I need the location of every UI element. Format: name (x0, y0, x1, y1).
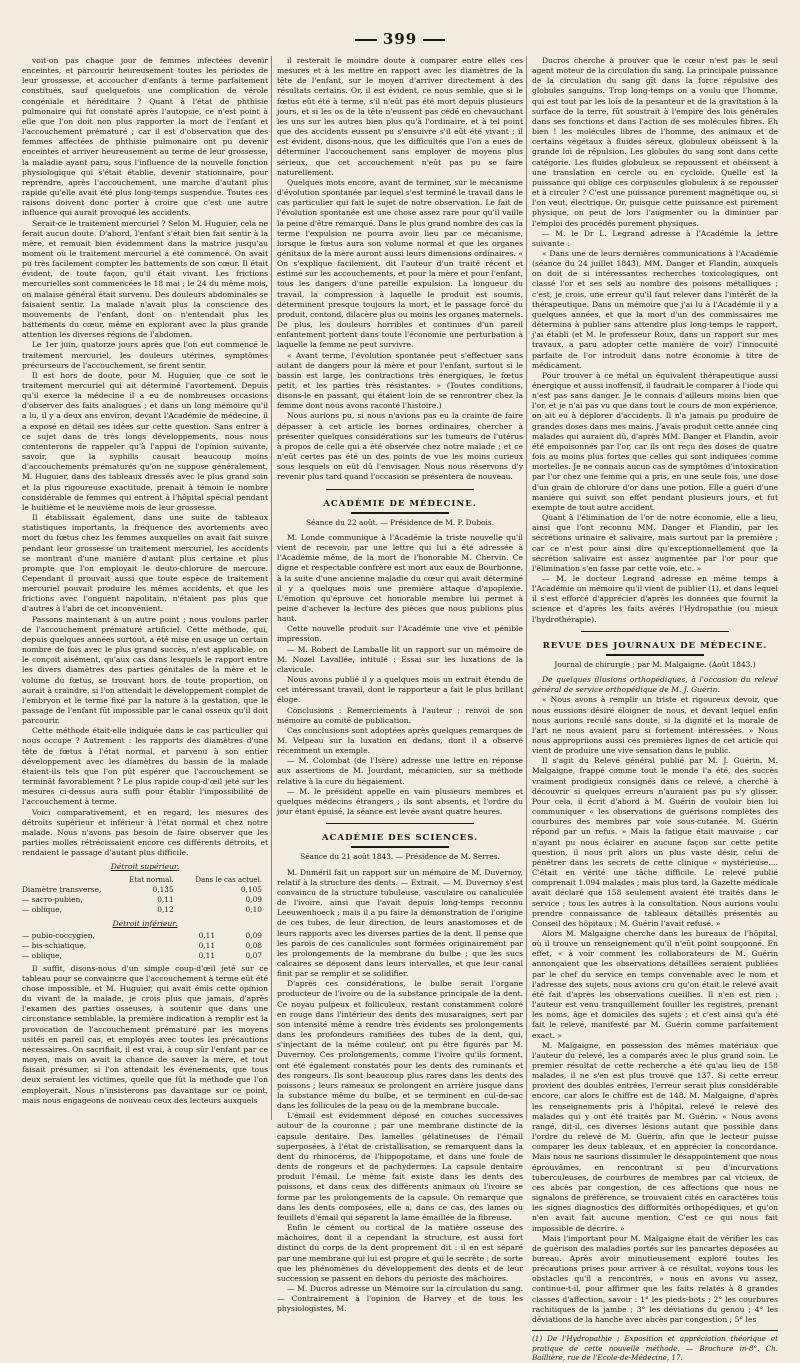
review-paragraph: M. Malgaigne, en possession des mêmes matériaux que l'auteur du relevé, les a comparés avec le plus grand soin. Le premier résultat de cette recherche a été qu'au lieu de 158 malades, il ne s'en est plus trouvé que 137. Si cette erreur provient des doubles entrées, l'erreur serait plus considérable encore, car alors le chiffre est de 148. M. Malgaigne, d'après les renseignements pris à l'hôpital, relevé le relevé des malades qui y ont été traités par M. Guérin. « Nous avons rangé, dit-il, ces diverses lésions autant que possible dans l'ordre du relevé de M. Guérin, afin que le lecteur puisse comparer les deux tableaux, et en apprécier la concordance. Mais nous ne saurions dissimuler le désappointement que nous éprouvâmes, en rencontrant si peu d'incurvations tuberculeuses, de courbures de membres par cal vicieux, de ces abcès par congestion, de ces affections que nous ne signalons de préférence, se trouvaient cités en caractères tous les signes diagnostics des difformités orthopédiques, et qu'on n'en avait fait aucune mention. C'est ce qui nous fait impossible de décrire. » (532, 1040, 778, 1233)
table-header-blank (22, 875, 118, 885)
row-label: — oblique, (22, 950, 62, 960)
rule-left (355, 39, 377, 41)
section-heading-academie-medecine: ACADÉMIE DE MÉDECINE. (323, 498, 477, 509)
row-normal: 0,11 (157, 894, 174, 904)
col1-paragraph: Serait-ce le traitement mercuriel ? Selon M. Huguier, cela ne ferait aucun doute. D'abord, l'enfant s'était bien fait sentir à la mère, et remuait bien évidemment dans la matrice jusqu'au moment où le traitement mercuriel a été commencé. On avait pu très facilement compter les battements de son cœur. Il était évident, de toute façon, qu'il était vivant. Les frictions mercurielles sont commencées le 18 mai ; le 24 du même mois, on malaise général était survenu. Des douleurs abdominales se faisaient sentir. La malade n'avait plus la conscience des mouvements de l'enfant, dont on n'entendait plus les battements du cœur, même en explorant avec la plus grande attention les diverses régions de l'abdomen. (22, 218, 268, 340)
academy2-paragraph: M. Duméril fait un rapport sur un mémoire de M. Duvernoy, relatif à la structure des dents. — Extrait. — M. Duvernoy s'est convaincu de la structure tubuleuse, vasculaire ou canaliculée de l'ivoire, ainsi que l'avait depuis long-temps reconnu Leeuwenhoeck ; mais il a pu faire la démonstration de l'origine de ces tubes, de leur direction, de leurs anastomoses et de leurs rapports avec les diverses parties de la dent. Il pense que les parois de ces canalicules sont formées originairement par les prolongements de la membrane du bulbe ; que les sucs calcaires se déposent dans leurs intervalles, et que leur canal finit par se remplir et se solidifier. (277, 867, 523, 979)
academy2-paragraph: D'après ces considérations, le bulbe serait l'organe producteur de l'ivoire ou de la substance principale de la dent. Ce noyau pulpeux et folliculeux, restant constamment coloré en rouge dans l'intérieur des dents des musaraignes, sert par son intensité même à rendre très évidents ses prolongements dans les profondeurs ramifiées des tubes de la dent, qui, s'injectant de la même couleur, ont pu être figurés par M. Duvernoy. Ces prolongements, comme l'ivoire qu'ils forment, ont été également constatés pour les dents des ruminants et des rongeurs. Ils sont beaucoup plus rares dans les dents des poissons ; leurs rameaux se prolongent en arrière jusque dans la substance même du bulbe, et se terminent en cul-de-sac dans les follicules de la peau ou de la membrane buccale. (277, 979, 523, 1111)
section-heading-academie-sciences: ACADÉMIE DES SCIENCES. (321, 833, 479, 844)
row-label: Diamètre transverse, (22, 884, 102, 894)
table-row (22, 905, 268, 915)
table-row (22, 951, 268, 961)
table-row (22, 895, 268, 905)
col3-paragraph: — M. le docteur Legrand adresse en même temps à l'Académie un mémoire qu'il vient de publier (1), et dans lequel il s'est efforcé d'apprécier d'après les données que fournit la science et d'après les faits avérés l'Hydropathie (ou mieux l'hydrothérapie). (532, 573, 778, 624)
column-3 (532, 56, 778, 1363)
row-actual: 0,10 (245, 904, 262, 914)
section-rule (351, 846, 449, 848)
row-label: — bis-schiatique, (22, 940, 87, 950)
academy2-paragraph: — M. Ducros adresse un Mémoire sur la circulation du sang. — Contrairement à l'opinion de Harvey et de tous les physiologistes, M. (277, 1283, 523, 1314)
col3-paragraph: Pour trouver à ce métal un équivalent thérapeutique aussi énergique et aussi inoffensif, il faudrait le comparer à l'iode qui n'est pas sans danger. Je le connais d'ailleurs moins bien que l'or, et je n'ai pas vu que dans tout le cours de mon expérience, on ait eu à déplorer d'accidents. Il n'a jamais pu produire de grandes doses dans mes mains. J'avais produit cette année cinq malades qui auraient dû, d'après MM. Danger et Flandin, avoir été empoisonnés par l'or, car ils ont reçu des doses de quatre fois au moins plus fortes que celles qui sont indiquées comme mortelles. Je ne connais aucun cas de symptômes d'intoxication par l'or chez une femme qui a pris, en une seule fois, une dose d'un grain de chlorure d'or dans une potion. Elle a guéri d'une manière qui suivit son effet pendant plusieurs jours, et fut exempte de tout autre accident. (532, 370, 778, 512)
table1-caption: Détroit supérieur. (110, 862, 180, 872)
academy1-paragraph: — M. Colombat (de l'Isère) adresse une lettre en réponse aux assertions de M. Jourdant, mécanicien, sur sa méthode relative à la cure du bégaiement. (277, 756, 523, 786)
article-title: De quelques illusions orthopédiques, à l'occasion du relevé général de service orthopédique de M. J. Guérin. (532, 675, 778, 695)
col1-paragraph: Voici comparativement, et en regard, les mesures des détroits supérieur et inférieur à l'état normal et chez notre malade. Nous n'avons pas besoin de faire observer que les parties molles rétrécissaient encore ces différents détroits, et rendaient le passage d'autant plus difficile. (22, 807, 268, 858)
journal-line: Journal de chirurgie ; par M. Malgaigne. (Août 1843.) (554, 659, 756, 669)
row-normal: 0,135 (152, 884, 174, 894)
measurement-table-upper (22, 875, 268, 915)
col3-paragraph: Ducros cherche à prouver que le cœur n'est pas le seul agent moteur de la circulation du sang. La principale puissance de la circulation du sang gît dans la force répulsive des globules sanguins. Trop long-temps on a voulu que l'homme, qui est tout par les lois de la pesanteur et de la gravitation à la surface de la terre, fût soustrait à l'empire des lois générales dans ses fonctions et dans l'action de ses molécules fibres. Eh bien ! les molécules libres de l'homme, des animaux et de certains végétaux à fluides séreux, globuleux obéissent à la grande loi de répulsion. Les globules du sang sont dans cette catégorie. Les fluides globuleux se repoussent et obéissent à une translation en cercle ou en cycloïde. Quelle est la puissance qui oblige ces corpuscules globuleux à se repousser et à circuler ? C'est une puissance purement magnétique ou, si l'on veut, électrique. Or, puisque cette puissance est purement physique, on peut de lors l'augmenter ou la diminuer par l'emploi des procédés purement physiques. (532, 56, 778, 228)
section-rule (606, 654, 704, 656)
row-actual: 0,07 (245, 950, 262, 960)
row-label: — sacro-pubien, (22, 894, 83, 904)
section-rule (351, 512, 449, 514)
footnote: (1) De l'Hydropathie ; Exposition et appréciation théorique et pratique de cette nouvelle méthode. — Brochure in-8°. Ch. Baillière, rue de l'Ecole-de-Médecine, 17. (532, 1330, 778, 1363)
col1-paragraph: Il est hors de doute, pour M. Huguier, que ce soit le traitement mercuriel qui ait déterminé l'avortement. Depuis qu'il exerce la médecine il a eu de nombreuses occasions d'observer des faits analogues ; et dans un long mémoire qu'il a lu, il y a deux ans environ, devant l'Académie de médecine, il a exposé en détail ses idées sur cette question. Sans entrer à ce sujet dans de très longs développements, nous nous contenterons de rappeler qu'à l'appui de l'opinion suivante, savoir, que la syphilis causait beaucoup moins d'accouchements prématurés qu'on ne suppose généralement, M. Huguier, dans des tableaux dressés avec le plus grand soin et la plus rigoureuse exactitude, prenait à témoin le nombre considérable de femmes qui entrent à l'hôpital spécial pendant le huitième et le neuvième mois de leur grossesse. (22, 370, 268, 512)
column-2 (277, 56, 523, 1314)
col1-paragraph: Il suffit, disons-nous d'un simple coup-d'œil jeté sur ce tableau pour se convaincre que l'accouchement à terme eût été chose impossible, et M. Huguier, qui avait émis cette opinion du vivant de la malade, je crois plus que jamais, d'après l'examen des parties osseuses, à soutenir que dans une circonstance semblable, la première indication à remplir est la provocation de l'accouchement prématuré par les moyens usités en pareil cas, et employés avec toutes les précautions nécessaires. On sacrifiait, il est vrai, à coup sûr l'enfant par ce moyen, mais on avait la chance de sauver la mère, et tout faisait présumer, si l'on attendait les événements, que tous deux seraient les victimes, quelle que fût la méthode que l'on employerait. Nous n'insisterons pas davantage sur ce point, mais nous engageons de nouveau ceux des lecteurs auxquels (22, 963, 268, 1105)
col3-paragraph: « Dans une de leurs dernières communications à l'Académie (séance du 24 juillet 1843), MM. Danger et Flandin, auxquels on doit de si intéressantes recherches toxicologiques, ont classé l'or et ses sels au nombre des poisons métalliques ; c'est, je crois, une erreur qu'il faut relever dans l'intérêt de la thérapeutique. Dans un mémoire que j'ai lu à l'Académie il y a quelques années, et que la mort d'un des commissaires me détermina à publier sans attendre plus long-temps le rapport, j'ai établi (et M. le professeur Roux, dans un rapport sur mes travaux, a paru adopter cette manière de voir) l'innocuité parfaite de l'or introduit dans notre économie à titre de médicament. (532, 248, 778, 370)
table2-caption: Détroit inférieur. (112, 918, 178, 928)
col2-paragraph: Nous aurions pu, si nous n'avions pas eu la crainte de faire dépasser à cet article les bornes ordinaires, chercher à présenter quelques considérations sur les tumeurs de l'utérus à propos de celle qui a été observée chez notre malade ; et ce n'eût certes pas été un des points de vue les moins curieux sous lesquels on eût dû l'envisager. Nous nous réservons d'y revenir plus tard quand l'occasion se présentera de nouveau. (277, 411, 523, 482)
academy1-paragraph: — M. Robert de Lamballe lit un rapport sur un mémoire de M. Nozel Lavallée, intitulé : Essai sur les luxations de la clavicule. (277, 644, 523, 674)
academy1-paragraph: Cette nouvelle produit sur l'Académie une vive et pénible impression. (277, 624, 523, 644)
measurement-table-lower (22, 931, 268, 961)
col2-paragraph: il resterait le moindre doute à comparer entre elles ces mesures et à les mettre en rapport avec les diamètres de la tête de l'enfant, sur le moyen d'arriver directement à des résultats certains. Or, il est évident, ce nous semble, que si le fœtus eût été à terme, s'il n'eût pas été mort depuis plusieurs jours, et si les os de la tête n'eussent pas cédé en chevauchant les uns sur les autres bien plus qu'à l'ordinaire, et à tel point que des accidents eussent pu s'ensuivre s'il eût été vivant ; il est évident, disons-nous, que les difficultés que l'on a eues de déterminer l'accouchement sans employer de moyens plus sérieux, que cet accouchement n'eût pas pu se faire naturellement. (277, 56, 523, 177)
session-line: Séance du 21 août 1843. — Présidence de M. Serres. (300, 852, 500, 862)
col1-paragraph: Il établissait également, dans une suite de tableaux statistiques importants, la fréquence des avortements avec mort du fœtus chez les femmes auxquelles on avait fait suivre pendant leur grossesse un traitement mercuriel, les accidents se montrant d'une manière d'autant plus certaine et plus prompte que l'on employait le deuto-chlorure de mercure. Cependant il prouvait aussi que toute espèce de traitement mercuriel pouvait produire les mêmes accidents, et que les frictions avec l'onguent napolitain, n'étaient pas plus que d'autres à l'abri de cet inconvénient. (22, 513, 268, 614)
review-paragraph: Mais l'important pour M. Malgaigne était de vérifier les cas de guérison des maladies portés sur les pancartes déposées au bureau. Après avoir minutieusement exploré toutes les précautions prises pour arriver à ce résultat, voyons tous les obstacles qu'il a rencontrés, » nous en avons vu assez, continue-t-il, pour affirmer que les faits relatés à 8 grandes classes d'affection, savoir : 1° les pieds-bots ; 2° les courbures rachitiques de la jambe ; 3° les déviations du genou ; 4° les déviations de la hanche avec abcès par congestion ; 5° les (532, 1233, 778, 1324)
row-normal: 0,12 (157, 904, 174, 914)
column-separator-2 (526, 56, 527, 1120)
review-paragraph: Alors M. Malgaigne cherche dans les bureaux de l'hôpital, où il trouve un renseignement qu'il n'eût point soupçonné. En effet, « à voir comment les collaborateurs de M. Guérin annonçaient que les observations détaillées seraient publiées par le chef du service en temps convenable avec le nom et l'adresse des sujets, nous avions cru qu'on était le relevé avait été fait d'après les observations cueillies. Il n'en est rien ; l'auteur est venu tranquillement fouiller les registres, prenant les noms, âge et domiciles des sujets ; et c'est ainsi qu'a été fait le relevé, manifesté par M. Guérin comme parfaitement exact. » (532, 928, 778, 1040)
row-normal: 0,11 (198, 940, 216, 950)
academy1-paragraph: Conclusions : Remerciements à l'auteur ; renvoi de son mémoire au comité de publication. (277, 705, 523, 725)
table-row (22, 941, 268, 951)
academy1-paragraph: M. Londe communique à l'Académie la triste nouvelle qu'il vient de recevoir, par une lettre qui lui a été adressée à l'Académie même, de la mort de l'honorable M. Chervin. Ce digne et respectable confrère est mort aux eaux de Bourbonne, à la suite d'une ancienne maladie du cœur qui avait déterminé il y a quelques mois une première attaque d'apoplexie. L'émotion qu'éprouve cet honorable membre lui permet à peine d'achever la lecture des pièces que nous publions plus haut. (277, 532, 523, 624)
review-paragraph: Il s'agit du Relevé général publié par M. J. Guérin. M. Malgaigne, frappé comme tout le monde l'a été, des succès vraiment prodigieux consignés dans ce relevé, a cherché à découvrir si quelques erreurs n'auraient pas pu s'y glisser. Pour cela, il écrit d'abord à M. Guérin de vouloir bien lui communiquer « les observations de guérisons complètes des courbures des membres par voie sous-cutanée. M. Guérin répond par un refus. » Mais la fatigue était mauvaise ; car n'ayant pu nous éclairer en aucune façon sur cette petite question, il nous prit alors un plus vaste désir, celui de pénétrer dans les secrets de cette clinique « mystérieuse.... C'était en vérité une tâche difficile. Le relevé publié comprenait 1.094 malades ; mais plus tard, la Gazette médicale avait déclaré que 158 seulement avaient été traités dans le service ; tous les autres à la consultation. Nous aurions voulu prendre connaissance de tableaux détaillés présentés au Conseil des hôpitaux ; M. Guérin l'avait refusé. » (532, 756, 778, 928)
col3-paragraph: Quant à l'élimination de l'or de notre économie, elle a lieu, ainsi que l'ont reconnu MM. Danger et Flandin, par les sécrétions urinaire et salivaire, mais surtout par la première ; car ce n'est pour ainsi dire qu'exceptionnellement que la sécrétion salivaire est assez augmentée par l'or pour que l'élimination s'en fasse par cette voie, etc. » (532, 513, 778, 573)
col2-paragraph: Quelques mots encore, avant de terminer, sur le mécanisme d'évolution spontanée par lequel s'est terminé le travail dans le cas particulier qui fait le sujet de notre observation. Le fait de l'évolution spontanée est une chose assez rare pour qu'il vaille la peine d'être remarqué. Dans le plus grand nombre des cas la terme l'expulsion ne pourra avoir lieu par ce mécanisme, lorsque le fœtus aura son volume normal et que les organes génitaux de la mère auront aussi leurs dimensions ordinaires. « On s'explique facilement, dit l'auteur d'un traité récent et estimé sur les accouchements, et pour la mère et pour l'enfant, tous les dangers d'une pareille expulsion. La longueur du travail, la compression à laquelle le produit est soumis, déterminent presque toujours la mort, et le passage forcé du produit, contond, dilacère plus ou moins les organes maternels. De plus, les douleurs horribles et continues d'un pareil enfantement portent dans toute l'économie une perturbation à laquelle la femme ne peut survivre. (277, 177, 523, 350)
row-actual: 0,105 (240, 884, 262, 894)
row-label: — pubio-coccygien, (22, 930, 95, 940)
table-row (22, 885, 268, 895)
review-paragraph: « Nous avons à remplir un triste et rigoureux devoir, que nous eussions désiré éloigner de nous, et devant lequel enfin nous aurions reculé sans doute, si la dignité et la morale de l'art ne nous avaient paru si fortement intéressées. » Nous nous appropriions aussi ces premières lignes de cet article qui vient de produire une vive sensation dans le public. (532, 695, 778, 756)
col1-paragraph: Le 1er juin, quatorze jours après que l'on eut commencé le traitement mercuriel, les douleurs utérines, symptômes précurseurs de l'accouchement, se firent sentir. (22, 340, 268, 370)
rule-right (423, 39, 445, 41)
col1-paragraph: voit-on pas chaque jour de femmes infectées devenir enceintes, et parcourir heureusement toutes les périodes de leur grossesse, et accoucher d'enfants à terme parfaitement constitués, sauf quelquefois une complication de vérole congéniale et héréditaire ? Quant à l'état de phthisie pulmonaire qui fut constaté après l'autopsie, ce n'est point à elle que l'on doit non plus rapporter la mort de l'enfant et l'accouchement prématuré ; car il est d'observation que des femmes affectées de phthisie pulmonaire ont pu devenir enceintes et arriver heureusement au terme de leur grossesse, la maladie ayant paru, sous l'influence de la nouvelle fonction physiologique qui s'était établie, devenir stationnaire, pour reprendre, après l'accouchement, une marche d'autant plus rapide qu'elle avait été plus long-temps suspendue. Toutes ces raisons doivent donc porter à croire que c'est une autre influence qui aurait provoqué les accidents. (22, 56, 268, 218)
table-header-row (22, 875, 268, 885)
table-header-normal: Etat normal. (129, 875, 174, 884)
academy2-paragraph: L'émail est évidemment déposé en couches successives autour de la couronne ; par une membrane distincte de la capsule dentaire. Des lamelles gélatineuses de l'émail superposées, à l'état de cristallisation, se remarquent dans la dent du rhinocéros, de l'hippopotame, et dans une foule de dents de rongeurs et de pachydermes. La capsule dentaire produit l'émail. Le même fait existe dans les dents des poissons, et dans ceux des différents animaux où l'ivoire se forme par les prolongements de la capsule. On remarque que dans les dents composées, elle a, dans ce cas, des lames ou feuillets d'émail qui séparent la lame émaillée de la fibreuse. (277, 1111, 523, 1222)
table-row (22, 931, 268, 941)
page-number (0, 30, 800, 48)
academy2-paragraph: Enfin le cément ou cortical de la matière osseuse des mâchoires, dont il a cependant la structure, est aussi fort distinct du corps de la dent proprement dit : il en est séparé par une membrane qui lui est propre et qui le secrète ; de sorte que les phénomènes du développement des dents et de leur succession se passent en dehors du périoste des mâchoires. (277, 1223, 523, 1283)
row-actual: 0,08 (245, 940, 262, 950)
row-normal: 0,11 (198, 930, 216, 940)
col1-paragraph: Cette méthode était-elle indiquée dans le cas particulier qui nous occupe ? Autrement : les rapports des diamètres d'une tête de fœtus à l'état normal, et parvenu à son entier développement avec les diamètres du bassin de la malade étaient-ils tels que l'on pût espérer que l'accouchement se terminât favorablement ? Le plus rapide coup-d'œil jeté sur les mesures ci-dessus aura suffi pour établir l'impossibilité de l'accouchement à terme. (22, 726, 268, 807)
col1-paragraph: Passons maintenant à un autre point ; nous voulons parler de l'accouchement prématuré artificiel. Cette méthode, qui, depuis quelques années surtout, a été mise en usage un certain nombre de fois avec le plus grand succès, n'est applicable, on le conçoit aisément, qu'aux cas dans lesquels le rapport entre les divers diamètres des parties génitales de la mère et le volume du fœtus, se trouvant hors de toute proportion, on aurait à craindre, si l'on attendait le développement complet de l'embryon et le terme fixé par la nature à la gestation, que le passage de l'enfant fût impossible par le canal osseux qu'il doit parcourir. (22, 614, 268, 726)
column-separator-1 (271, 56, 272, 1120)
col3-paragraph: — M. le Dr L. Legrand adresse à l'Académie la lettre suivante : (532, 228, 778, 248)
section-rule (326, 823, 474, 824)
col2-paragraph: « Avant terme, l'évolution spontanée peut s'effectuer sans autant de dangers pour la mère et pour l'enfant, surtout si le bassin est large, les contractions très énergiques, le fœtus petit, et les parties très résistantes. » (Toutes conditions, disons-le en passant, qui étaient loin de se rencontrer chez la femme dont nous avons raconté l'histoire.) (277, 350, 523, 411)
section-heading-revue: REVUE DES JOURNAUX DE MÉDECINE. (542, 640, 768, 651)
academy1-paragraph: Ces conclusions sont adoptées après quelques remarques de M. Velpeau sur la luxation en dedans, dont il a observé récemment un exemple. (277, 725, 523, 756)
row-actual: 0,09 (245, 894, 262, 904)
page-number-text: 399 (382, 30, 418, 48)
academy1-paragraph: — M. le président appelle en vain plusieurs membres et quelques médecins étrangers ; ils sont absents, et l'ordre du jour étant épuisé, la séance est levée avant quatre heures. (277, 786, 523, 817)
row-normal: 0,11 (198, 950, 216, 960)
row-label: — oblique, (22, 904, 62, 914)
table-header-actual: Dans le cas actuel. (195, 875, 262, 884)
row-actual: 0,09 (245, 930, 262, 940)
section-rule (326, 489, 474, 490)
section-rule (581, 631, 729, 632)
academy1-paragraph: Nous avons publié il y a quelques mois un extrait étendu de cet intéressant travail, dont le rapporteur a fait le plus brillant éloge. (277, 675, 523, 705)
column-1 (22, 56, 268, 1120)
session-line: Séance du 22 août. — Présidence de M. P. Dubois. (305, 517, 495, 527)
